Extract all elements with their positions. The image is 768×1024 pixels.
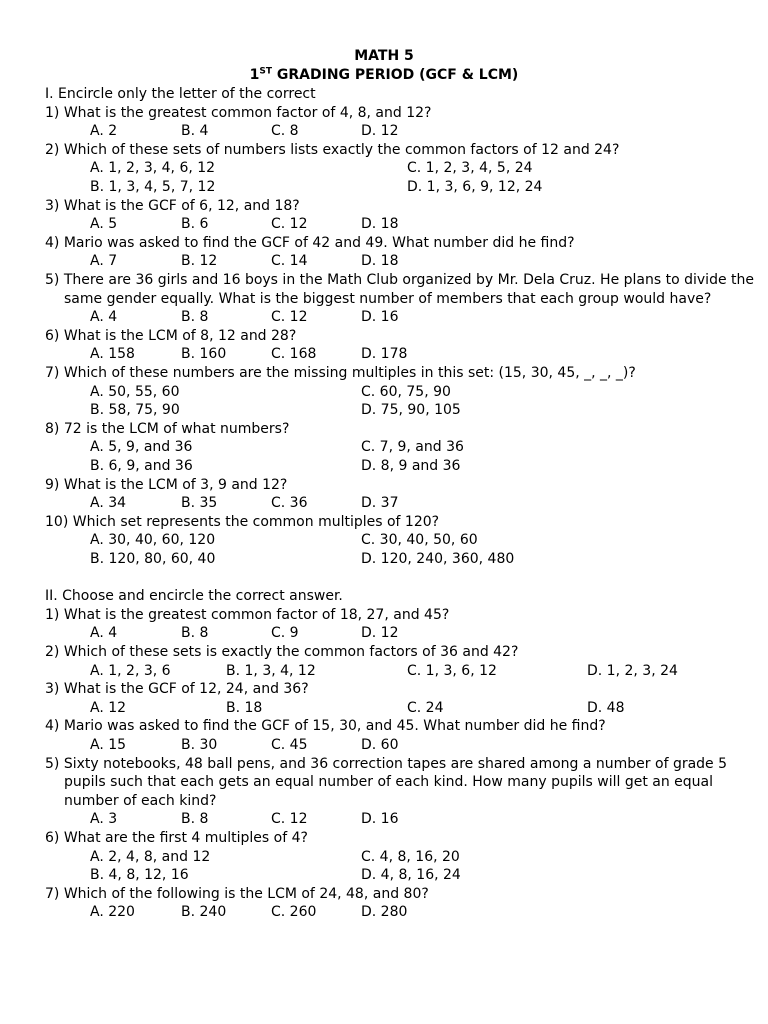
- answer-choice: C. 12: [271, 216, 308, 233]
- answer-choice: D. 18: [361, 253, 399, 270]
- answer-choice: B. 1, 3, 4, 12: [226, 662, 316, 679]
- answer-choice: D. 12: [361, 625, 399, 642]
- question-text: 1) What is the greatest common factor of 18, 27, and 45?: [45, 606, 450, 623]
- answer-choice: D. 12: [361, 123, 399, 140]
- section-instruction-text: I. Encircle only the letter of the correct: [45, 86, 316, 102]
- answer-choice: B. 6: [181, 216, 209, 233]
- answer-choice: D. 4, 8, 16, 24: [361, 867, 461, 884]
- question-text: 9) What is the LCM of 3, 9 and 12?: [45, 476, 288, 493]
- answer-choice: A. 2: [90, 123, 118, 140]
- answer-choice: A. 30, 40, 60, 120: [90, 532, 216, 549]
- answer-choice: B. 8: [181, 811, 209, 828]
- answer-choice: C. 7, 9, and 36: [361, 439, 464, 456]
- answer-choice: A. 158: [90, 346, 135, 363]
- answer-choice: C. 45: [271, 737, 308, 753]
- question-text: 7) Which of the following is the LCM of 24, 48, and 80?: [45, 885, 429, 902]
- question-text: 2) Which of these sets of numbers lists exactly the common factors of 12 and 24?: [45, 141, 620, 158]
- answer-choice: D. 280: [361, 904, 408, 921]
- question-text: 5) There are 36 girls and 16 boys in the Math Club organized by Mr. Dela Cruz. He plans to divide the: [45, 272, 754, 288]
- answer-choice: A. 12: [90, 699, 127, 716]
- answer-choice: A. 34: [90, 495, 127, 512]
- answer-choice: C. 12: [271, 309, 308, 326]
- answer-choice: C. 60, 75, 90: [361, 383, 451, 400]
- answer-choice: C. 12: [271, 811, 308, 828]
- question-continuation-text: number of each kind?: [64, 792, 217, 809]
- answer-choice: B. 160: [181, 346, 227, 363]
- answer-choice: D. 120, 240, 360, 480: [361, 551, 515, 567]
- question-text: 4) Mario was asked to find the GCF of 15, 30, and 45. What number did he find?: [45, 718, 606, 735]
- question-text: 6) What are the first 4 multiples of 4?: [45, 830, 308, 846]
- answer-choice: B. 12: [181, 253, 218, 270]
- question-text: 3) What is the GCF of 12, 24, and 36?: [45, 681, 309, 698]
- subject-text: MATH 5: [354, 48, 414, 64]
- question-text: 2) Which of these sets is exactly the common factors of 36 and 42?: [45, 644, 519, 660]
- answer-choice: A. 4: [90, 309, 118, 326]
- answer-choice: B. 240: [181, 904, 227, 921]
- question-text: 10) Which set represents the common multiples of 120?: [45, 513, 440, 530]
- answer-choice: A. 1, 2, 3, 6: [90, 662, 171, 679]
- period-number: 1: [249, 67, 260, 83]
- answer-choice: C. 9: [271, 625, 299, 642]
- question-text: 4) Mario was asked to find the GCF of 42 and 49. What number did he find?: [45, 234, 575, 251]
- question-text: 5) Sixty notebooks, 48 ball pens, and 36 correction tapes are shared among a number of grade 5: [45, 755, 728, 772]
- answer-choice: B. 8: [181, 309, 209, 326]
- answer-choice: D. 18: [361, 216, 399, 233]
- answer-choice: C. 14: [271, 253, 308, 270]
- worksheet-subject-title: [0, 47, 768, 66]
- section-instruction-text: II. Choose and encircle the correct answer.: [45, 588, 343, 605]
- answer-choice: B. 8: [181, 625, 209, 642]
- question-text: 7) Which of these numbers are the missing multiples in this set: (15, 30, 45, _, _, _)?: [45, 365, 636, 381]
- answer-choice: C. 4, 8, 16, 20: [361, 848, 460, 865]
- answer-choice: B. 58, 75, 90: [90, 402, 180, 419]
- answer-choice: B. 18: [226, 699, 263, 716]
- answer-choice: C. 260: [271, 904, 317, 921]
- answer-choice: B. 4: [181, 123, 209, 140]
- question-text: 8) 72 is the LCM of what numbers?: [45, 420, 290, 437]
- answer-choice: D. 8, 9 and 36: [361, 458, 461, 474]
- answer-choice: A. 4: [90, 625, 118, 642]
- question-text: 3) What is the GCF of 6, 12, and 18?: [45, 197, 300, 214]
- answer-choice: A. 1, 2, 3, 4, 6, 12: [90, 160, 216, 177]
- grading-period-title: [0, 66, 768, 85]
- answer-choice: C. 1, 3, 6, 12: [407, 662, 497, 679]
- answer-choice: D. 1, 2, 3, 24: [587, 662, 678, 679]
- answer-choice: C. 30, 40, 50, 60: [361, 532, 478, 549]
- answer-choice: C. 1, 2, 3, 4, 5, 24: [407, 160, 533, 177]
- answer-choice: B. 6, 9, and 36: [90, 458, 193, 474]
- answer-choice: D. 178: [361, 346, 408, 363]
- answer-choice: D. 75, 90, 105: [361, 402, 461, 419]
- answer-choice: D. 16: [361, 309, 399, 326]
- answer-choice: C. 168: [271, 346, 317, 363]
- answer-choice: A. 7: [90, 253, 118, 270]
- answer-choice: C. 24: [407, 699, 444, 716]
- question-text: 6) What is the LCM of 8, 12 and 28?: [45, 327, 297, 344]
- answer-choice: D. 60: [361, 737, 399, 753]
- answer-choice: B. 4, 8, 12, 16: [90, 867, 189, 884]
- period-rest: GRADING PERIOD (GCF & LCM): [276, 67, 519, 83]
- answer-choice: B. 120, 80, 60, 40: [90, 551, 216, 567]
- question-continuation-text: same gender equally. What is the biggest number of members that each group would have?: [64, 290, 712, 307]
- answer-choice: A. 50, 55, 60: [90, 383, 180, 400]
- answer-choice: A. 3: [90, 811, 118, 828]
- answer-choice: A. 15: [90, 737, 127, 753]
- answer-choice: A. 5: [90, 216, 118, 233]
- answer-choice: D. 16: [361, 811, 399, 828]
- answer-choice: D. 37: [361, 495, 399, 512]
- question-continuation-text: pupils such that each gets an equal number of each kind. How many pupils will get an equal: [64, 774, 714, 791]
- answer-choice: C. 36: [271, 495, 308, 512]
- answer-choice: A. 220: [90, 904, 135, 921]
- answer-choice: D. 1, 3, 6, 9, 12, 24: [407, 179, 543, 195]
- answer-choice: B. 30: [181, 737, 218, 753]
- answer-choice: C. 8: [271, 123, 299, 140]
- answer-choice: A. 2, 4, 8, and 12: [90, 848, 211, 865]
- question-text: 1) What is the greatest common factor of 4, 8, and 12?: [45, 104, 432, 121]
- answer-choice: B. 1, 3, 4, 5, 7, 12: [90, 179, 216, 195]
- answer-choice: D. 48: [587, 699, 625, 716]
- answer-choice: A. 5, 9, and 36: [90, 439, 193, 456]
- answer-choice: B. 35: [181, 495, 218, 512]
- period-suffix: ST: [259, 66, 273, 77]
